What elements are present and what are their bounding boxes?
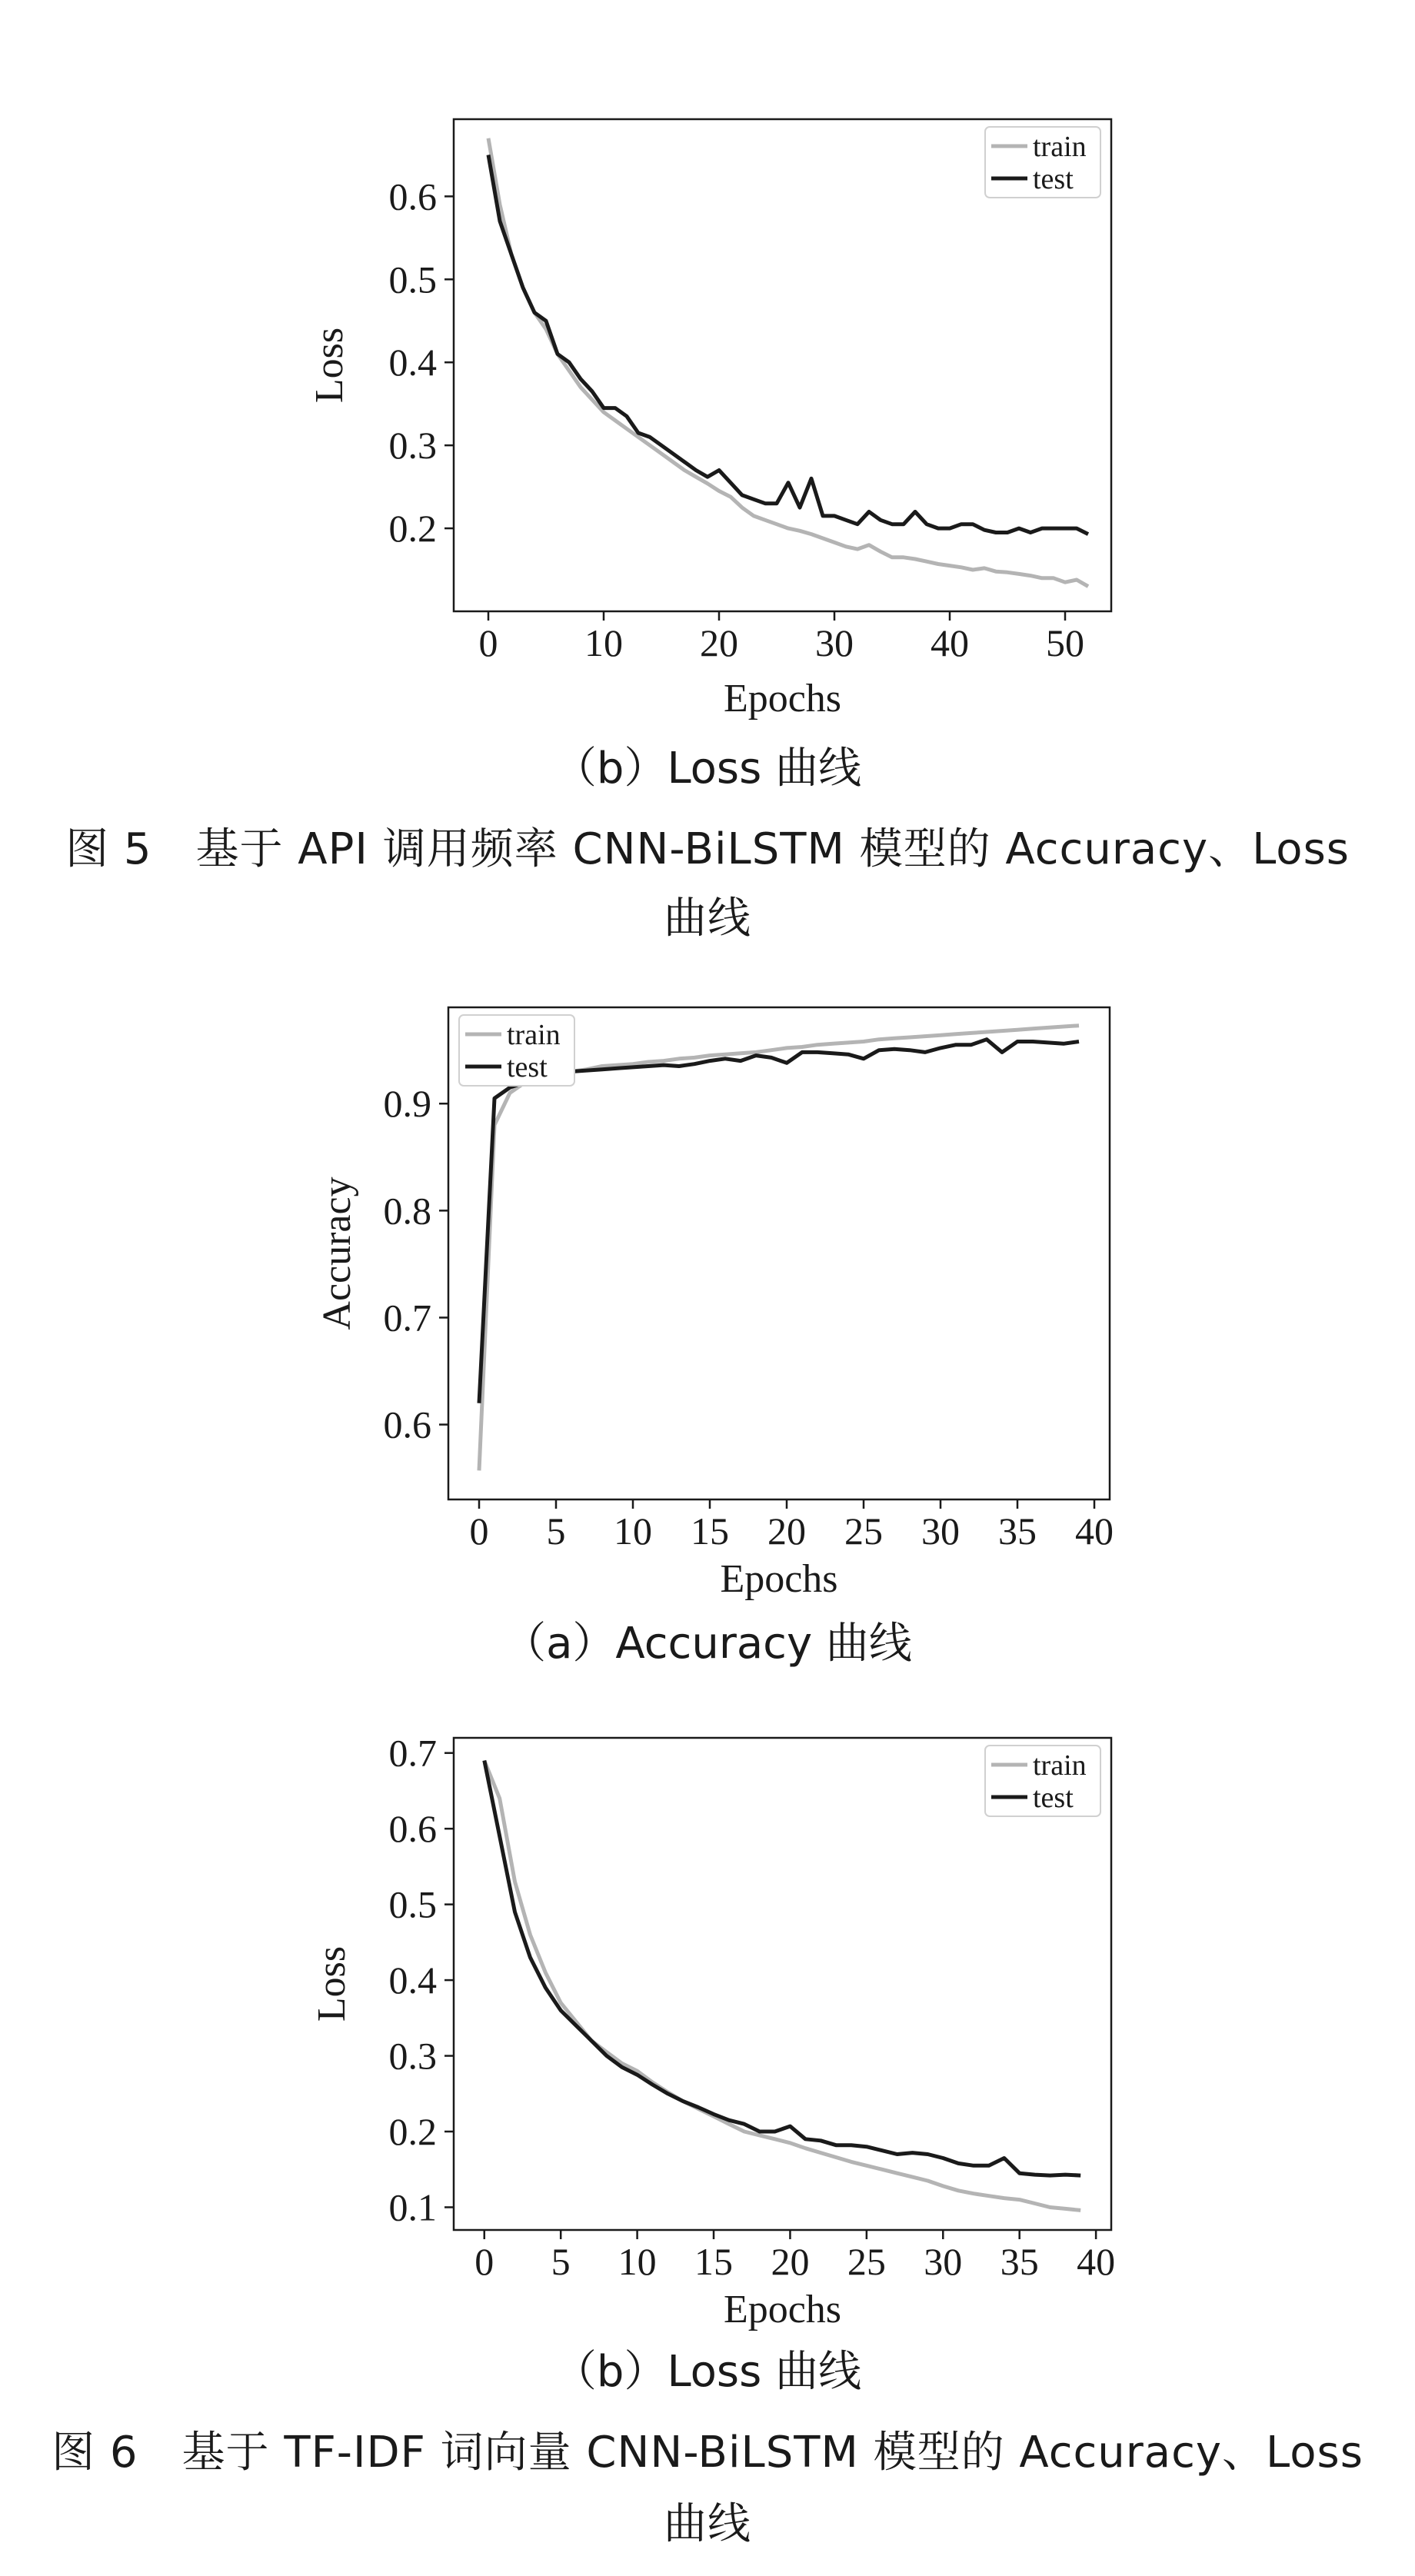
x-tick-label: 20 bbox=[767, 1509, 806, 1553]
y-tick-label: 0.3 bbox=[388, 424, 437, 468]
y-tick-label: 0.2 bbox=[388, 507, 437, 551]
legend-label-train: train bbox=[1033, 1749, 1087, 1782]
legend-label-test: test bbox=[1033, 163, 1074, 195]
chart2-subcaption: （a）Accuracy 曲线 bbox=[503, 1619, 912, 1669]
x-tick-label: 30 bbox=[924, 2240, 963, 2283]
x-tick-label: 5 bbox=[551, 2240, 571, 2283]
series-line-train bbox=[484, 1761, 1080, 2211]
x-tick-label: 20 bbox=[771, 2240, 810, 2283]
series-line-test bbox=[484, 1761, 1080, 2176]
y-tick-label: 0.5 bbox=[388, 1882, 437, 1926]
x-axis-label: Epochs bbox=[720, 1557, 838, 1601]
loss-chart-fig6 bbox=[0, 1707, 1415, 2353]
x-tick-label: 0 bbox=[478, 621, 498, 664]
y-tick-label: 0.6 bbox=[383, 1403, 431, 1446]
x-tick-label: 5 bbox=[546, 1509, 566, 1553]
x-tick-label: 35 bbox=[1000, 2240, 1039, 2283]
x-tick-label: 40 bbox=[1077, 2240, 1116, 2283]
x-tick-label: 35 bbox=[998, 1509, 1037, 1553]
x-tick-label: 50 bbox=[1046, 621, 1084, 664]
x-tick-label: 40 bbox=[931, 621, 969, 664]
y-tick-label: 0.1 bbox=[388, 2185, 437, 2229]
series-line-train bbox=[488, 138, 1088, 587]
x-tick-label: 20 bbox=[700, 621, 738, 664]
y-tick-label: 0.9 bbox=[383, 1082, 431, 1126]
series-line-test bbox=[488, 155, 1088, 534]
series-line-train bbox=[479, 1026, 1079, 1471]
figure5-caption-line1: 图 5 基于 API 调用频率 CNN-BiLSTM 模型的 Accuracy、Loss bbox=[65, 824, 1350, 874]
y-tick-label: 0.5 bbox=[388, 258, 437, 301]
x-tick-label: 40 bbox=[1075, 1509, 1114, 1553]
x-axis-label: Epochs bbox=[723, 677, 842, 721]
figure6-caption-line1: 图 6 基于 TF-IDF 词向量 CNN-BiLSTM 模型的 Accuracy、Loss bbox=[52, 2428, 1363, 2478]
x-tick-label: 10 bbox=[614, 1509, 652, 1553]
figure5-caption-line2: 曲线 bbox=[664, 894, 751, 944]
y-tick-label: 0.6 bbox=[388, 175, 437, 218]
y-tick-label: 0.2 bbox=[388, 2110, 437, 2153]
legend-label-test: test bbox=[1033, 1782, 1074, 1814]
x-tick-label: 10 bbox=[584, 621, 623, 664]
y-axis-label: Accuracy bbox=[315, 1177, 359, 1330]
y-tick-label: 0.3 bbox=[388, 2034, 437, 2078]
x-tick-label: 25 bbox=[847, 2240, 886, 2283]
legend-label-train: train bbox=[1033, 131, 1087, 163]
x-tick-label: 30 bbox=[815, 621, 854, 664]
x-tick-label: 0 bbox=[474, 2240, 494, 2283]
x-axis-label: Epochs bbox=[723, 2288, 842, 2331]
y-tick-label: 0.7 bbox=[383, 1296, 431, 1340]
y-tick-label: 0.4 bbox=[388, 341, 437, 384]
figure6-caption-line2: 曲线 bbox=[664, 2499, 751, 2549]
series-line-test bbox=[479, 1040, 1079, 1403]
legend-label-train: train bbox=[507, 1019, 561, 1051]
loss-chart-fig5 bbox=[0, 0, 1415, 738]
x-tick-label: 10 bbox=[618, 2240, 657, 2283]
x-tick-label: 15 bbox=[694, 2240, 734, 2283]
y-tick-label: 0.4 bbox=[388, 1959, 437, 2002]
accuracy-chart-fig6 bbox=[0, 977, 1415, 1622]
y-tick-label: 0.6 bbox=[388, 1807, 437, 1851]
x-tick-label: 25 bbox=[844, 1509, 883, 1553]
chart3-subcaption: （b）Loss 曲线 bbox=[553, 2347, 862, 2397]
x-tick-label: 15 bbox=[691, 1509, 729, 1553]
chart1-subcaption: （b）Loss 曲线 bbox=[553, 744, 862, 794]
y-tick-label: 0.8 bbox=[383, 1189, 431, 1233]
y-axis-label: Loss bbox=[310, 1945, 354, 2022]
legend-label-test: test bbox=[507, 1051, 548, 1083]
y-axis-label: Loss bbox=[308, 327, 351, 404]
x-tick-label: 30 bbox=[921, 1509, 960, 1553]
x-tick-label: 0 bbox=[469, 1509, 489, 1553]
y-tick-label: 0.7 bbox=[388, 1731, 437, 1775]
